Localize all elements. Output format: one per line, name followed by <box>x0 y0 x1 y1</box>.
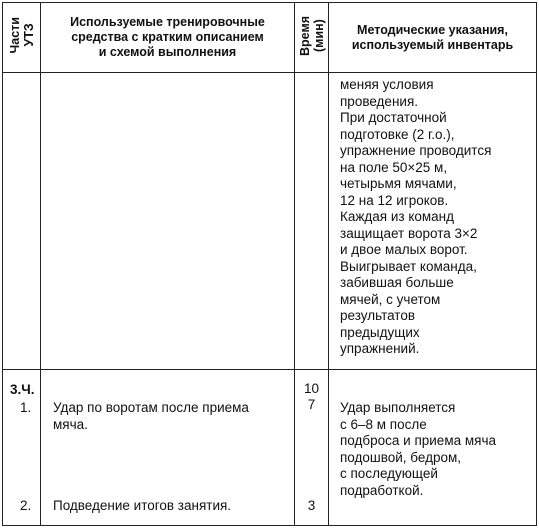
row2-means-cell <box>41 370 295 526</box>
row2-parts-cell <box>3 370 41 526</box>
row1-notes-cell: меняя условия проведения. При достаточной подготовке (2 г.о.), упражнение проводится на поле 50×25 м, четырьмя мячами, 12 на 12 игроков. Каждая из команд защищает ворота 3×2 и двое малых ворот. Выигрывает команда, забившая больше мячей, с учетом результатов предыдущих упражнений. <box>329 73 537 370</box>
section-time: 10 <box>303 381 320 396</box>
row2-notes-cell <box>329 370 537 526</box>
header-parts <box>3 3 41 73</box>
row1-parts-cell <box>3 73 41 370</box>
item2-number: 2. <box>20 498 32 513</box>
item2-text: Подведение итогов занятия. <box>53 498 232 513</box>
item1-notes: Удар выполняется с 6–8 м после подброса и приема мяча подошвой, бедром, с последующей подработкой. <box>340 400 496 498</box>
item1-time: 7 <box>307 397 316 412</box>
section-label: 3.Ч. <box>10 382 35 397</box>
row2-time-cell <box>295 370 329 526</box>
item2-time: 3 <box>307 498 316 513</box>
header-time <box>295 3 329 73</box>
header-row <box>3 3 537 73</box>
item1-text: Удар по воротам после приема мяча. <box>53 400 249 432</box>
table-row <box>3 73 537 370</box>
header-notes: Методические указания, используемый инвентарь <box>329 3 537 73</box>
header-time-label: Время (мин) <box>297 15 326 56</box>
item1-number: 1. <box>20 400 32 415</box>
header-parts-label: Части УТЗ <box>7 17 36 54</box>
header-means: Используемые тренировочные средства с кратким описанием и схемой выполнения <box>41 3 295 73</box>
training-table <box>2 2 537 526</box>
table-row <box>3 370 537 526</box>
row1-means-cell <box>41 73 295 370</box>
row1-time-cell <box>295 73 329 370</box>
